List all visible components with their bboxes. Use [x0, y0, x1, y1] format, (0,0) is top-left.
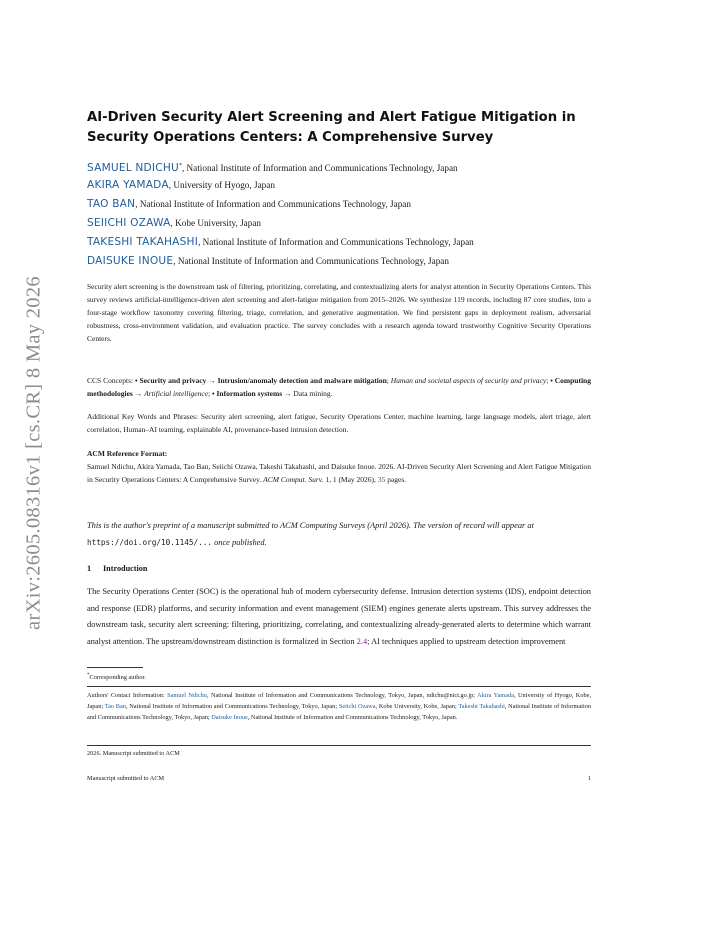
acm-reference-text	[87, 460, 591, 486]
acm-reference-citation: Samuel Ndichu, Akira Yamada, Tao Ban, Seiichi Ozawa, Takeshi Takahashi, and Daisuke Inoue. 2026. AI-Driven Security Alert Screening and Alert Fatigue Mitigation in Security Operations Centers: A Comprehensive Survey.	[87, 462, 591, 484]
author-affiliation: , University of Hyogo, Japan	[168, 180, 275, 190]
contact-detail: , University of Hyogo, Kobe, Japan;	[87, 692, 592, 711]
footnote-mark: *	[87, 673, 90, 678]
corresponding-mark: *	[178, 163, 182, 169]
acm-reference-pages-suffix: pages.	[385, 475, 407, 484]
author-line	[87, 233, 591, 252]
preprint-note-suffix: once published.	[211, 537, 267, 547]
contact-name-link[interactable]: Akira Yamada	[477, 692, 514, 699]
preprint-note	[87, 518, 591, 551]
page-footer	[87, 774, 591, 784]
author-name[interactable]: DAISUKE INOUE	[87, 255, 174, 267]
contact-detail: , National Institute of Information and Communications Technology, Tokyo, Japan;	[125, 703, 339, 711]
author-affiliation: , National Institute of Information and Communications Technology, Japan	[198, 237, 474, 247]
intro-text: The Security Operations Center (SOC) is the operational hub of modern cybersecurity defense. Intrusion detection systems (IDS), endpoint detection and response (EDR) platforms, and security information and event management (SIEM) engines generate alerts upstream. This survey addresses the downstream task, security alert screening: filtering, prioritizing, correlating, and contextualizing already-generated alerts to determine which warrant analyst attention. The upstream/downstream distinction is formalized in Section	[87, 587, 591, 646]
ccs-concept-datamining: → Data mining.	[282, 389, 333, 398]
arxiv-identifier: arXiv:2605.08316v1 [cs.CR] 8 May 2026	[22, 275, 45, 630]
introduction-paragraph	[87, 584, 591, 650]
contact-name-link[interactable]: Daisuke Inoue	[211, 714, 248, 722]
author-name[interactable]: AKIRA YAMADA	[87, 179, 169, 191]
contact-name-link[interactable]: Tao Ban	[104, 703, 126, 711]
preprint-note-text: This is the author's preprint of a manuscript submitted to ACM Computing Surveys (April 2026). The version of record will appear at	[87, 521, 534, 530]
author-line	[87, 214, 591, 233]
footnote-divider	[87, 667, 143, 668]
author-line	[87, 157, 591, 176]
ccs-concept-information: • Information systems	[212, 389, 283, 398]
ccs-label: CCS Concepts:	[87, 376, 135, 385]
author-line	[87, 176, 591, 195]
contact-label: Authors' Contact Information:	[87, 692, 168, 699]
section-heading	[87, 564, 147, 573]
pages-link[interactable]: 35	[377, 475, 386, 484]
ccs-concept-computing: • Computing methodologies	[87, 376, 591, 398]
acm-reference	[87, 447, 591, 486]
arxiv-sidebar	[14, 255, 54, 650]
ccs-arrow: →	[132, 389, 145, 398]
ccs-concept-human: Human and societal aspects of security and privacy	[390, 376, 547, 385]
section-title: Introduction	[103, 564, 148, 573]
ccs-separator: ;	[386, 376, 391, 385]
acm-reference-volume: 1, 1 (May 2026),	[323, 475, 378, 484]
section-number: 1	[87, 564, 92, 573]
footnote-text: Corresponding author.	[89, 674, 146, 682]
footer-text: Manuscript submitted to ACM	[87, 775, 165, 782]
author-affiliation: , National Institute of Information and Communications Technology, Japan	[173, 256, 449, 266]
author-name[interactable]: TAKESHI TAKAHASHI	[87, 236, 199, 248]
submission-divider	[87, 745, 591, 746]
acm-reference-heading: ACM Reference Format:	[87, 449, 168, 458]
doi-link[interactable]: https://doi.org/10.1145/...	[87, 537, 212, 547]
section-ref-link[interactable]: 2.4	[356, 636, 368, 646]
intro-text-continued: ; AI techniques applied to upstream detection improvement	[367, 636, 566, 646]
ccs-concept-ai: Artificial intelligence	[144, 389, 209, 398]
contact-divider	[87, 686, 591, 687]
contact-information	[87, 690, 591, 724]
abstract: Security alert screening is the downstream task of filtering, prioritizing, correlating, and contextualizing alerts for analyst attention in Security Operations Centers. This survey reviews artificial-intelligence-driven alert screening and alert-fatigue mitigation from 2015–2026. We synthesize 119 records, including 87 core studies, into a four-stage workflow taxonomy covering filtering, triage, correlation, and generative augmentation. We find persistent gaps in deployment realism, adversarial robustness, cross-environment validation, and evaluation practice. The survey concludes with a research agenda toward trustworthy Cognitive Security Operations Centers.	[87, 282, 591, 343]
author-name[interactable]: SEIICHI OZAWA	[87, 217, 171, 229]
author-list	[87, 157, 591, 271]
submission-line: 2026. Manuscript submitted to ACM	[87, 750, 180, 757]
author-affiliation: , National Institute of Information and Communications Technology, Japan	[135, 199, 411, 209]
author-line	[87, 252, 591, 271]
contact-detail: , National Institute of Information and Communications Technology, Tokyo, Japan;	[87, 703, 591, 722]
footnote	[87, 671, 146, 683]
ccs-separator: ;	[546, 376, 551, 385]
contact-name-link[interactable]: Seiichi Ozawa	[338, 703, 376, 711]
contact-name-link[interactable]: Samuel Ndichu	[167, 692, 207, 699]
paper-title: AI-Driven Security Alert Screening and Alert Fatigue Mitigation in Security Operations Centers: A Comprehensive Survey	[87, 110, 576, 145]
author-name[interactable]: SAMUEL NDICHU	[87, 162, 179, 174]
contact-detail: , National Institute of Information and Communications Technology, Tokyo, Japan, ndichu@nict.go.jp;	[206, 692, 478, 699]
ccs-concept-security: • Security and privacy → Intrusion/anomaly detection and malware mitigation	[135, 376, 387, 385]
author-name[interactable]: TAO BAN	[87, 198, 136, 210]
acm-journal: ACM Comput. Surv.	[263, 475, 324, 484]
author-affiliation: , National Institute of Information and Communications Technology, Japan	[181, 163, 458, 173]
contact-detail: , Kobe University, Kobe, Japan;	[375, 703, 459, 711]
keywords: Additional Key Words and Phrases: Security alert screening, alert fatigue, Security Operations Center, machine learning, large language models, alert triage, alert correlation, Human–AI teaming, explainable AI, provenance-based intrusion detection.	[87, 412, 591, 434]
contact-detail: , National Institute of Information and Communications Technology, Tokyo, Japan.	[247, 714, 458, 722]
author-affiliation: , Kobe University, Japan	[170, 218, 262, 228]
ccs-concepts	[87, 374, 591, 400]
page-number: 1	[587, 775, 591, 782]
ccs-separator: ;	[208, 389, 213, 398]
contact-name-link[interactable]: Takeshi Takahashi	[458, 703, 505, 711]
author-line	[87, 195, 591, 214]
